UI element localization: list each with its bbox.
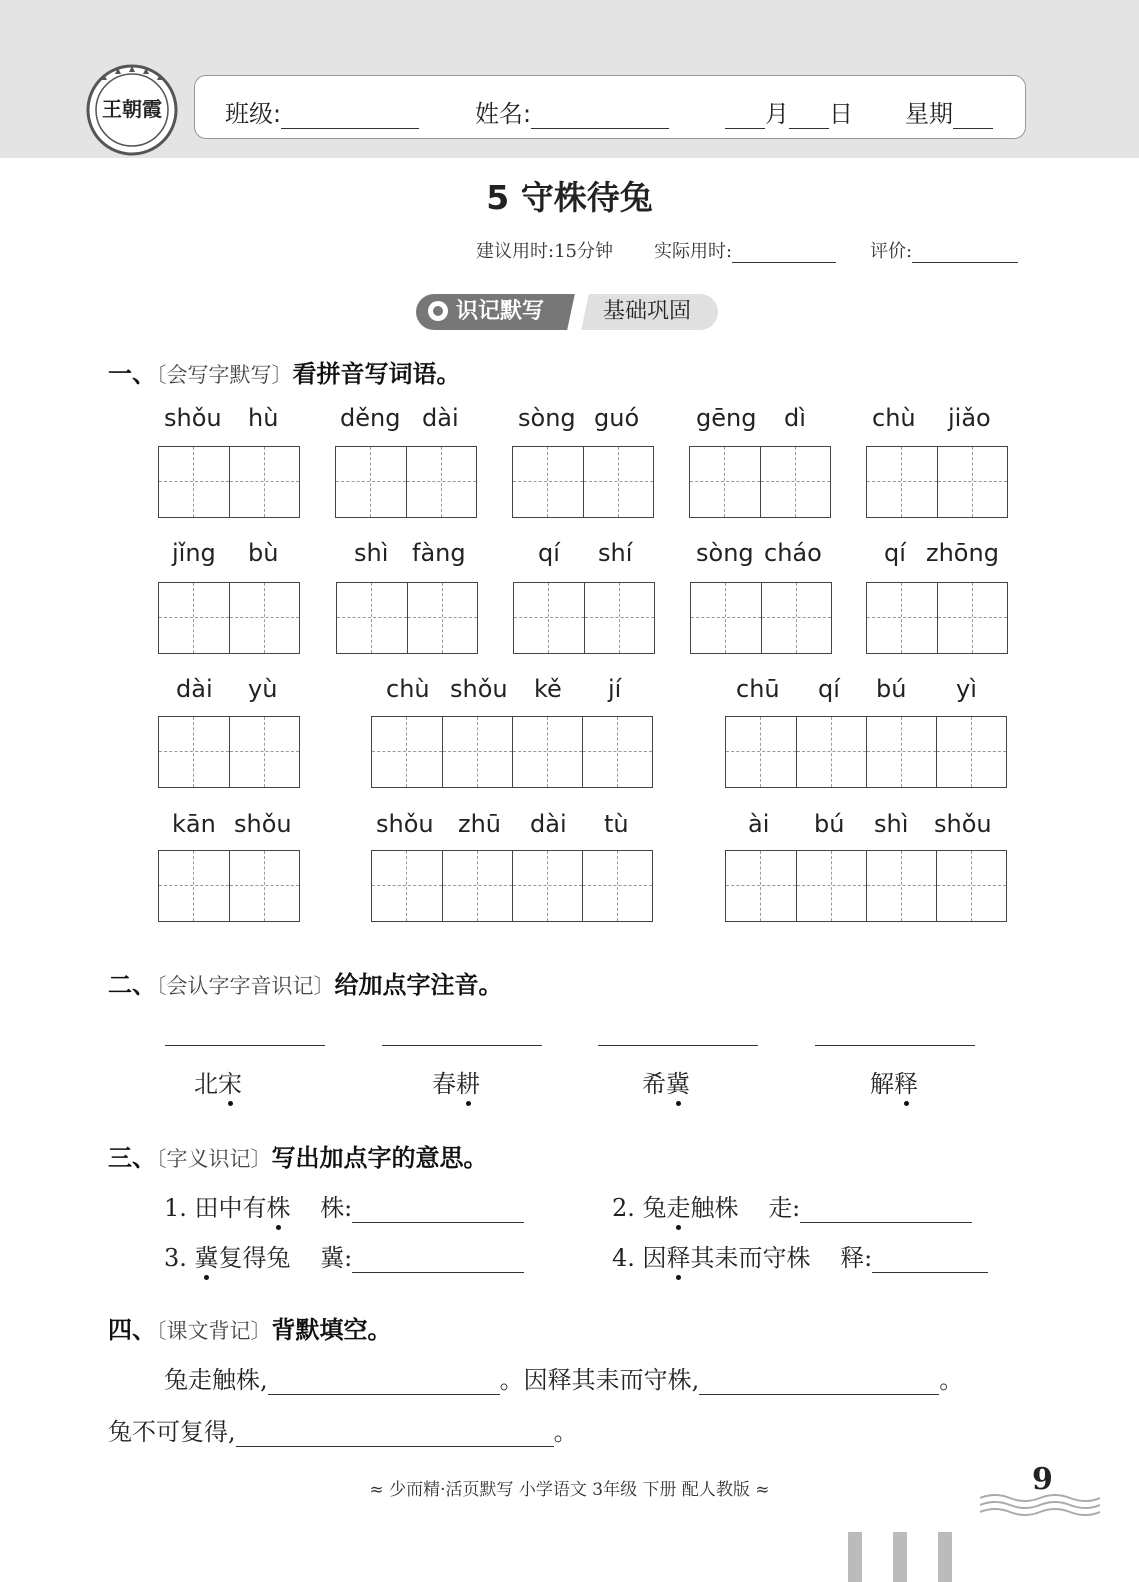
recite-blank[interactable] bbox=[699, 1372, 939, 1395]
pinyin-answer-line[interactable] bbox=[598, 1045, 758, 1046]
pinyin: shǒu bbox=[934, 810, 992, 838]
class-field[interactable]: 班级: bbox=[225, 94, 419, 129]
pinyin: yì bbox=[956, 675, 977, 703]
pinyin: fàng bbox=[412, 539, 466, 567]
writing-grid[interactable] bbox=[725, 850, 1007, 922]
pinyin: dài bbox=[422, 404, 459, 432]
pinyin: shì bbox=[874, 810, 909, 838]
word-jieshi: 解释 bbox=[870, 1064, 918, 1099]
writing-grid[interactable] bbox=[158, 716, 300, 788]
pinyin-answer-line[interactable] bbox=[165, 1045, 325, 1046]
meaning-question-1: 1. 田中有株 株: bbox=[164, 1188, 524, 1223]
pinyin: chù bbox=[386, 675, 430, 703]
recite-line-2: 兔不可复得, 。 bbox=[108, 1418, 578, 1446]
writing-grid[interactable] bbox=[725, 716, 1007, 788]
writing-grid[interactable] bbox=[158, 850, 300, 922]
meaning-question-4: 4. 因释其耒而守株 释: bbox=[612, 1238, 988, 1273]
writing-grid[interactable] bbox=[689, 446, 831, 518]
recite-blank[interactable] bbox=[236, 1424, 554, 1447]
pinyin: dài bbox=[176, 675, 213, 703]
pinyin: shǒu bbox=[376, 810, 434, 838]
section-4-heading: 四、〔课文背记〕背默填空。 bbox=[108, 1316, 392, 1344]
pinyin: shǒu bbox=[164, 404, 222, 432]
writing-grid[interactable] bbox=[371, 850, 653, 922]
date-field[interactable]: 月 日 bbox=[725, 94, 853, 129]
pinyin: yù bbox=[248, 675, 278, 703]
pinyin: cháo bbox=[764, 539, 822, 567]
writing-grid[interactable] bbox=[866, 446, 1008, 518]
answer-blank[interactable] bbox=[352, 1200, 524, 1223]
pinyin: shǒu bbox=[234, 810, 292, 838]
svg-text:王朝霞: 王朝霞 bbox=[102, 97, 162, 121]
section-1-heading: 一、〔会写字默写〕看拼音写词语。 bbox=[108, 360, 461, 388]
actual-time-field[interactable]: 实际用时: bbox=[654, 237, 836, 263]
writing-grid[interactable] bbox=[336, 582, 478, 654]
name-field[interactable]: 姓名: bbox=[475, 94, 669, 129]
writing-grid[interactable] bbox=[335, 446, 477, 518]
pinyin: qí bbox=[818, 675, 840, 703]
rating-field[interactable]: 评价: bbox=[870, 237, 1018, 263]
suggested-time: 建议用时:15分钟 bbox=[476, 241, 613, 262]
answer-blank[interactable] bbox=[800, 1200, 972, 1223]
writing-grid[interactable] bbox=[371, 716, 653, 788]
pinyin: shǒu bbox=[450, 675, 508, 703]
word-beisong: 北宋 bbox=[194, 1064, 242, 1099]
badge-memorize: 识记默写 bbox=[416, 294, 581, 330]
word-chungeng: 春耕 bbox=[432, 1064, 480, 1099]
pinyin: bù bbox=[248, 539, 279, 567]
pinyin: chū bbox=[736, 675, 780, 703]
writing-grid[interactable] bbox=[158, 446, 300, 518]
pinyin: zhū bbox=[458, 810, 502, 838]
pinyin-answer-line[interactable] bbox=[815, 1045, 975, 1046]
pinyin: kě bbox=[534, 675, 562, 703]
pinyin: tù bbox=[604, 810, 629, 838]
pinyin: guó bbox=[594, 404, 640, 432]
recite-blank[interactable] bbox=[268, 1372, 500, 1395]
page-number: 9 bbox=[1032, 1462, 1053, 1497]
writing-grid[interactable] bbox=[158, 582, 300, 654]
pinyin: jí bbox=[608, 675, 622, 703]
edge-tab bbox=[848, 1532, 862, 1582]
pinyin: zhōng bbox=[926, 539, 999, 567]
footer-series: ≈ 少而精·活页默写 小学语文 3年级 下册 配人教版 ≈ bbox=[369, 1480, 770, 1500]
pinyin: bú bbox=[876, 675, 907, 703]
section-3-heading: 三、〔字义识记〕写出加点字的意思。 bbox=[108, 1144, 488, 1172]
meaning-question-2: 2. 兔走触株 走: bbox=[612, 1188, 972, 1223]
page-title: 5 守株待兔 bbox=[486, 178, 653, 217]
pinyin: děng bbox=[340, 404, 401, 432]
pinyin: bú bbox=[814, 810, 845, 838]
writing-grid[interactable] bbox=[513, 582, 655, 654]
pinyin: sòng bbox=[518, 404, 576, 432]
writing-grid[interactable] bbox=[866, 582, 1008, 654]
pinyin: qí bbox=[884, 539, 906, 567]
pinyin: qí bbox=[538, 539, 560, 567]
badge-foundation: 基础巩固 bbox=[576, 294, 718, 330]
pinyin: chù bbox=[872, 404, 916, 432]
section-2-heading: 二、〔会认字字音识记〕给加点字注音。 bbox=[108, 971, 503, 999]
recite-line-1: 兔走触株, 。因释其耒而守株, 。 bbox=[164, 1366, 964, 1394]
publisher-logo bbox=[84, 60, 180, 156]
medal-icon bbox=[428, 301, 448, 321]
pinyin: shí bbox=[598, 539, 633, 567]
answer-blank[interactable] bbox=[352, 1250, 524, 1273]
student-info-box bbox=[194, 75, 1026, 139]
wave-decoration-icon bbox=[980, 1490, 1100, 1518]
pinyin: dài bbox=[530, 810, 567, 838]
edge-tab bbox=[893, 1532, 907, 1582]
edge-tab bbox=[938, 1532, 952, 1582]
answer-blank[interactable] bbox=[872, 1250, 988, 1273]
pinyin: jǐng bbox=[172, 539, 216, 567]
meaning-question-3: 3. 冀复得兔 冀: bbox=[164, 1238, 524, 1273]
writing-grid[interactable] bbox=[512, 446, 654, 518]
pinyin: kān bbox=[172, 810, 216, 838]
pinyin: dì bbox=[784, 404, 806, 432]
pinyin: shì bbox=[354, 539, 389, 567]
pinyin: ài bbox=[748, 810, 770, 838]
weekday-field[interactable]: 星期 bbox=[905, 94, 993, 129]
pinyin: gēng bbox=[696, 404, 757, 432]
pinyin: jiǎo bbox=[948, 404, 991, 432]
writing-grid[interactable] bbox=[690, 582, 832, 654]
word-xiji: 希冀 bbox=[642, 1064, 690, 1099]
pinyin-answer-line[interactable] bbox=[382, 1045, 542, 1046]
pinyin: hù bbox=[248, 404, 279, 432]
pinyin: sòng bbox=[696, 539, 754, 567]
